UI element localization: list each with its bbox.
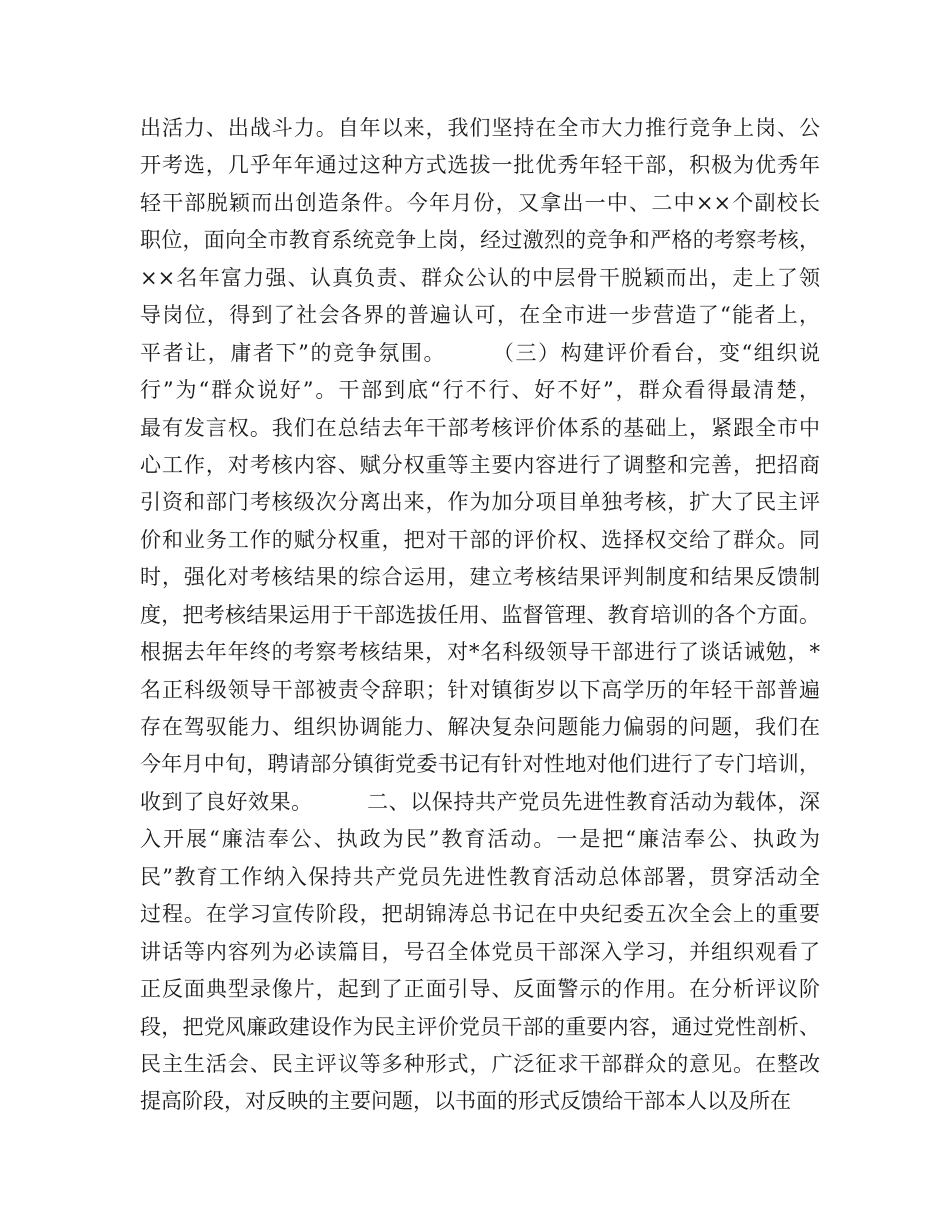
text-line: 今年月中旬，聘请部分镇街党委书记有针对性地对他们进行了专门培训， — [140, 752, 820, 777]
text-line: 段，把党风廉政建设作为民主评价党员干部的重要内容，通过党性剖析、 — [140, 1014, 820, 1039]
text-line: 民主生活会、民主评议等多种形式，广泛征求干部群众的意见。在整改 — [140, 1051, 820, 1076]
text-line: 开考选，几乎年年通过这种方式选拔一批优秀年轻干部，积极为优秀年 — [140, 153, 820, 178]
text-line: 引资和部门考核级次分离出来，作为加分项目单独考核，扩大了民主评 — [140, 490, 820, 515]
document-body — [140, 110, 820, 1121]
text-line: 正反面典型录像片，起到了正面引导、反面警示的作用。在分析评议阶 — [140, 977, 820, 1002]
text-line: 名正科级领导干部被责令辞职；针对镇街岁以下高学历的年轻干部普遍 — [140, 677, 820, 702]
text-line: 提高阶段，对反映的主要问题，以书面的形式反馈给干部本人以及所在 — [140, 1089, 791, 1114]
text-line: 行”为“群众说好”。干部到底“行不行、好不好”，群众看得最清楚， — [140, 378, 820, 403]
text-line: 出活力、出战斗力。自年以来，我们坚持在全市大力推行竞争上岗、公 — [140, 116, 820, 140]
text-line: 过程。在学习宣传阶段，把胡锦涛总书记在中央纪委五次全会上的重要 — [140, 902, 820, 927]
text-line: 价和业务工作的赋分权重，把对干部的评价权、选择权交给了群众。同 — [140, 527, 820, 552]
text-line: 导岗位，得到了社会各界的普遍认可，在全市进一步营造了“能者上， — [140, 303, 820, 328]
text-line: 根据去年年终的考察考核结果，对*名科级领导干部进行了谈话诫勉，* — [140, 640, 820, 665]
text-line: 收到了良好效果。 二、以保持共产党员先进性教育活动为载体，深 — [140, 789, 820, 814]
text-line: ××名年富力强、认真负责、群众公认的中层骨干脱颖而出，走上了领 — [140, 265, 820, 290]
text-line: 最有发言权。我们在总结去年干部考核评价体系的基础上，紧跟全市中 — [140, 415, 820, 440]
text-line: 讲话等内容列为必读篇目，号召全体党员干部深入学习，并组织观看了 — [140, 939, 820, 964]
text-line: 时，强化对考核结果的综合运用，建立考核结果评判制度和结果反馈制 — [140, 565, 820, 590]
text-line: 轻干部脱颖而出创造条件。今年月份，又拿出一中、二中××个副校长 — [140, 190, 820, 215]
text-line: 职位，面向全市教育系统竞争上岗，经过激烈的竞争和严格的考察考核， — [140, 228, 820, 253]
text-line: 入开展“廉洁奉公、执政为民”教育活动。一是把“廉洁奉公、执政为 — [140, 827, 820, 852]
text-line: 存在驾驭能力、组织协调能力、解决复杂问题能力偏弱的问题，我们在 — [140, 715, 820, 739]
text-line: 民”教育工作纳入保持共产党员先进性教育活动总体部署，贯穿活动全 — [140, 864, 820, 889]
text-line: 度，把考核结果运用于干部选拔任用、监督管理、教育培训的各个方面。 — [140, 602, 820, 627]
text-line: 平者让，庸者下”的竞争氛围。 （三）构建评价看台，变“组织说 — [140, 340, 820, 365]
text-line: 心工作，对考核内容、赋分权重等主要内容进行了调整和完善，把招商 — [140, 452, 820, 477]
